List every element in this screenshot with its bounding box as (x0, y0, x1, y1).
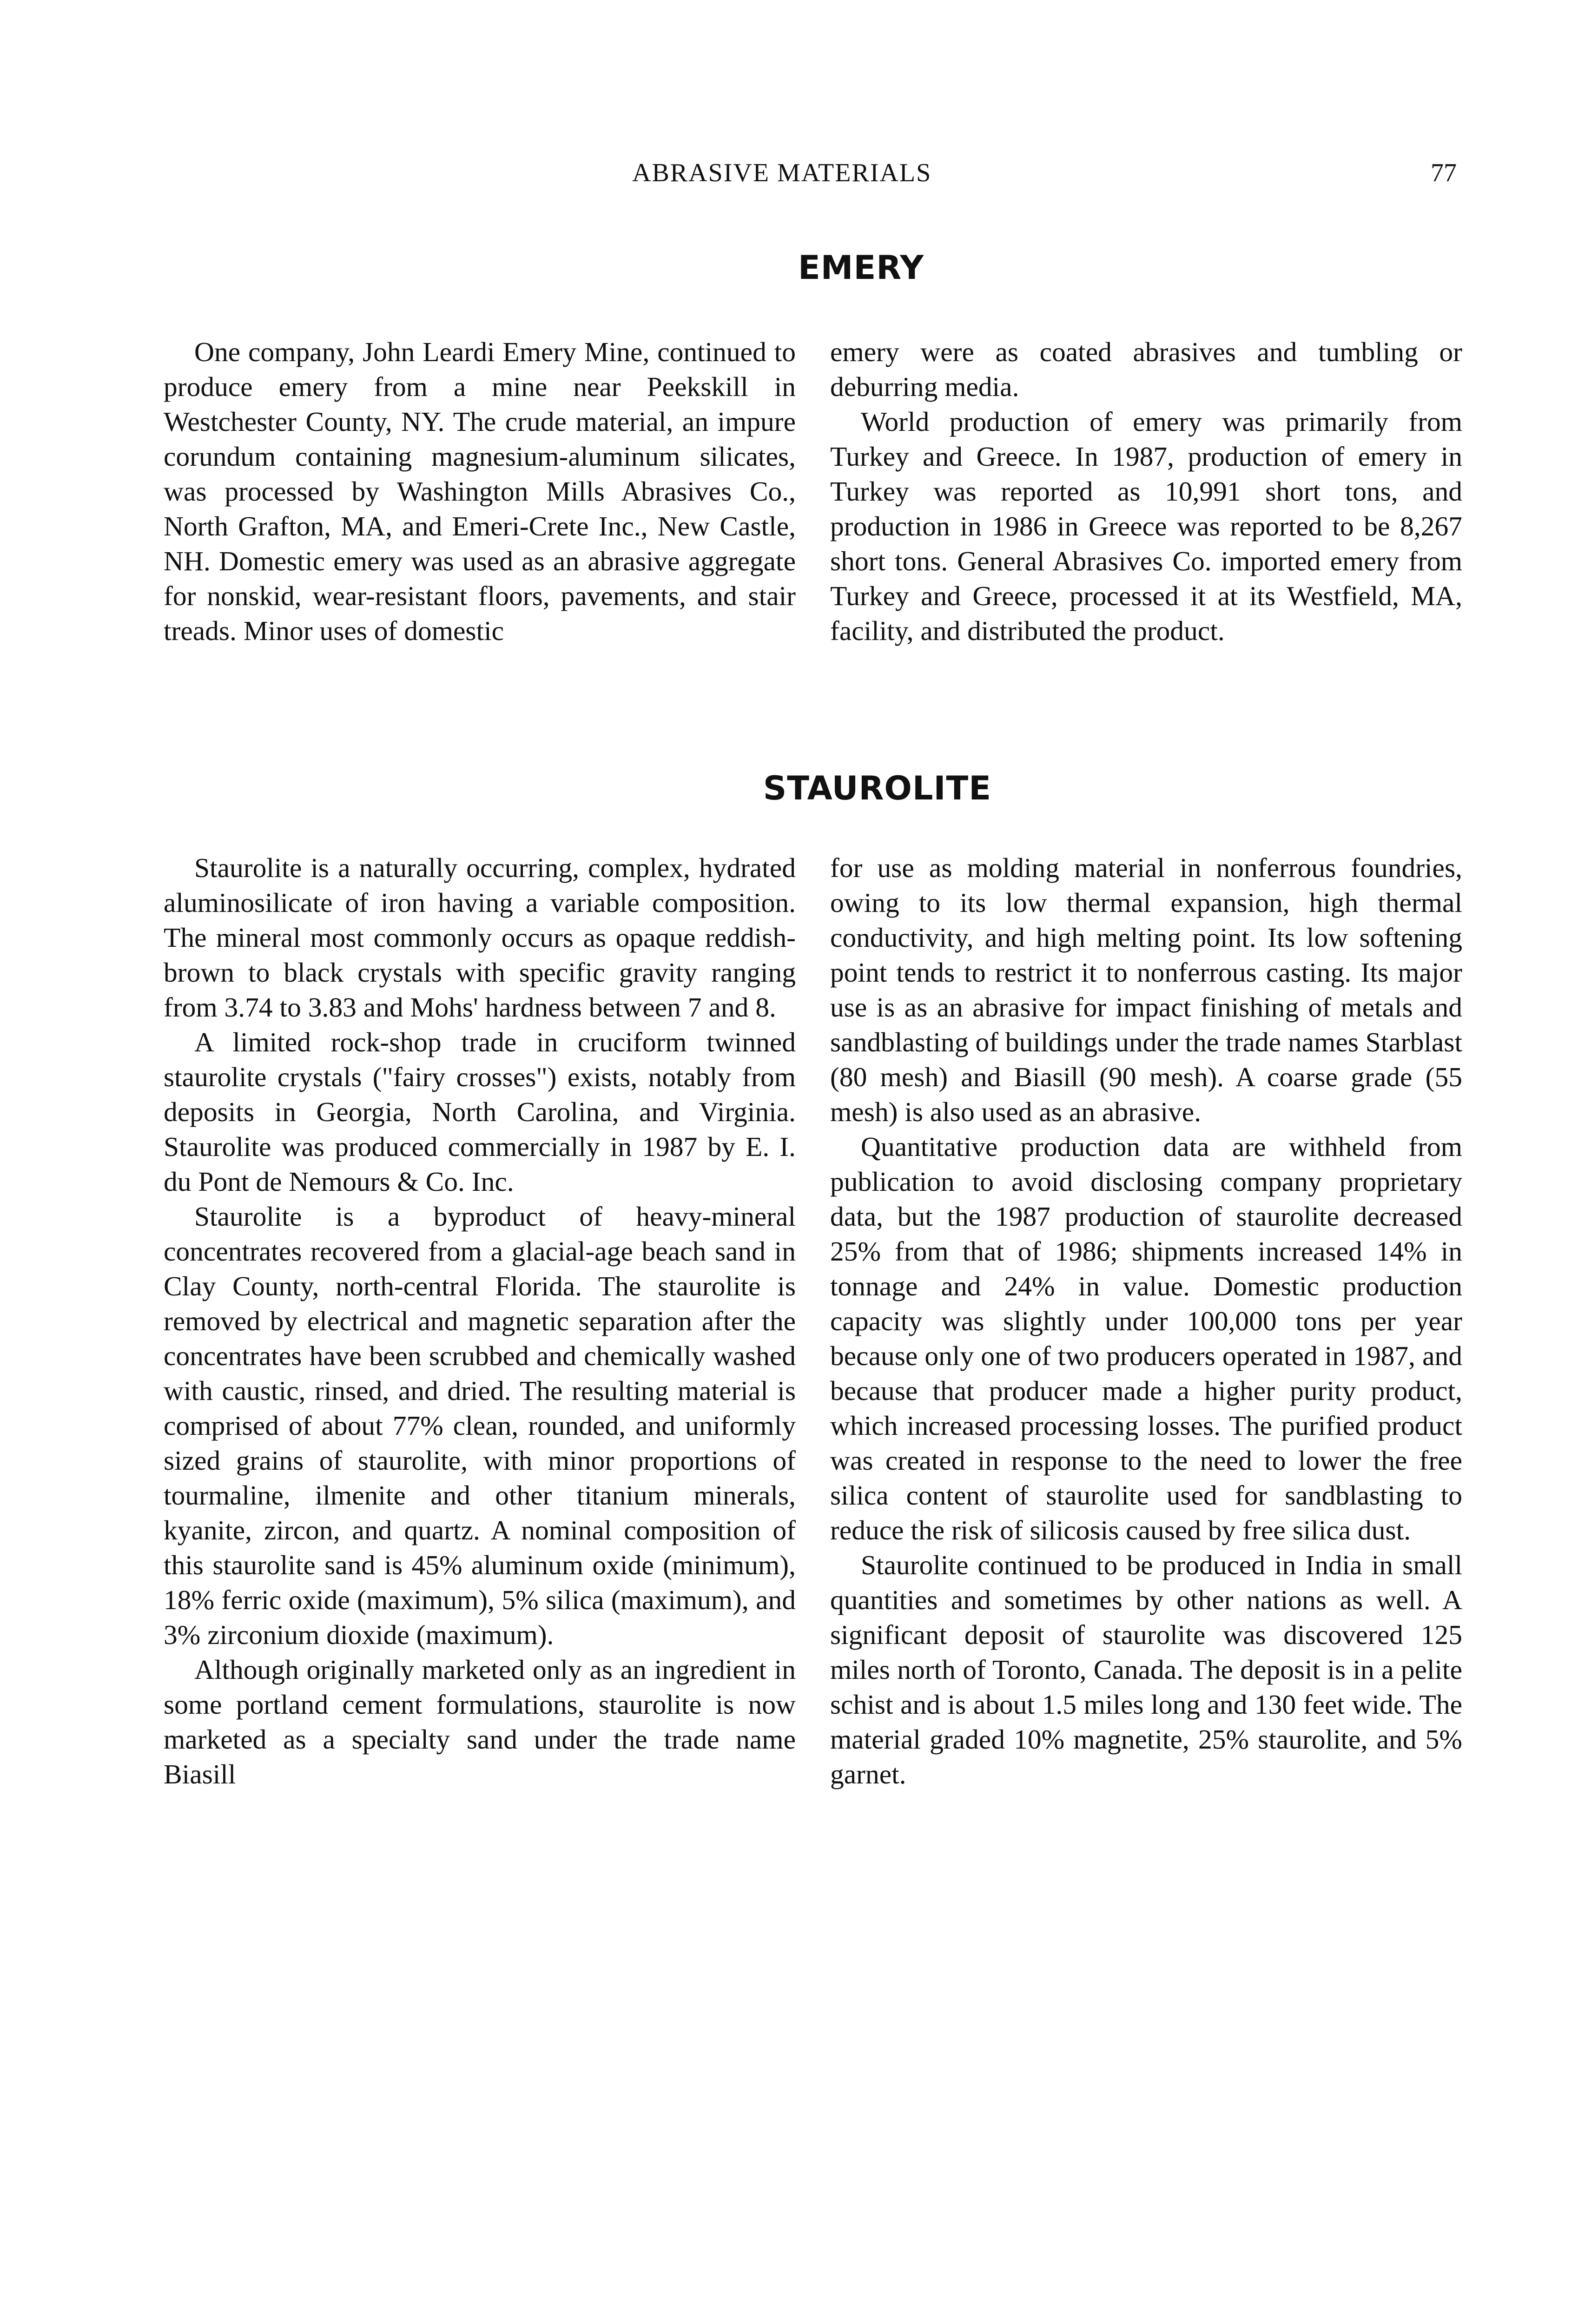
emery-left-column (164, 335, 796, 648)
staurolite-left-column (164, 851, 796, 1792)
emery-paragraph-2: World production of emery was primarily from Turkey and Greece. In 1987, production of emery in Turkey was reported as 10,991 short tons, and production in 1986 in Greece was reported to be 8,267 short tons. General Abrasives Co. imported emery from Turkey and Greece, processed it at its Westfield, MA, facility, and distributed the product. (830, 406, 1462, 646)
emery-right-column (830, 335, 1462, 648)
running-head (0, 158, 1578, 195)
staurolite-paragraph-4-continued: for use as molding material in nonferrous foundries, owing to its low thermal expansion, high thermal conductivity, and high melting point. Its low softening point tends to restrict it to nonferrous casting. Its major use is as an abrasive for impact finishing of metals and sandblasting of buildings under the trade names Starblast (80 mesh) and Biasill (90 mesh). A coarse grade (55 mesh) is also used as an abrasive. (830, 852, 1462, 1127)
staurolite-paragraph-6: Staurolite continued to be produced in India in small quantities and sometimes by other nations as well. A significant deposit of staurolite was discovered 125 miles north of Toronto, Canada. The deposit is in a pelite schist and is about 1.5 miles long and 130 feet wide. The material graded 10% magnetite, 25% staurolite, and 5% garnet. (830, 1550, 1462, 1789)
staurolite-heading: STAUROLITE (763, 769, 992, 807)
emery-paragraph-1: One company, John Leardi Emery Mine, continued to produce emery from a mine near Peekskill in Westchester County, NY. The crude material, an impure corundum containing magnesium-aluminum silicates, was processed by Washington Mills Abrasives Co., North Grafton, MA, and Emeri-Crete Inc., New Castle, NH. Domestic emery was used as an abrasive aggregate for nonskid, wear-resistant floors, pavements, and stair treads. Minor uses of domestic (164, 337, 796, 646)
staurolite-right-column (830, 851, 1462, 1792)
running-title: ABRASIVE MATERIALS (632, 158, 932, 187)
emery-heading: EMERY (798, 249, 924, 287)
emery-paragraph-1-continued: emery were as coated abrasives and tumbling or deburring media. (830, 337, 1462, 402)
staurolite-paragraph-3: Staurolite is a byproduct of heavy-mineral concentrates recovered from a glacial-age beach sand in Clay County, north-central Florida. The staurolite is removed by electrical and magnetic separation after the concentrates have been scrubbed and chemically washed with caustic, rinsed, and dried. The resulting material is comprised of about 77% clean, rounded, and uniformly sized grains of staurolite, with minor proportions of tourmaline, ilmenite and other titanium minerals, kyanite, zircon, and quartz. A nominal composition of this staurolite sand is 45% aluminum oxide (minimum), 18% ferric oxide (maximum), 5% silica (maximum), and 3% zirconium dioxide (maximum). (164, 1201, 796, 1650)
staurolite-paragraph-2: A limited rock-shop trade in cruciform twinned staurolite crystals ("fairy crosses") exists, notably from deposits in Georgia, North Carolina, and Virginia. Staurolite was produced commercially in 1987 by E. I. du Pont de Nemours & Co. Inc. (164, 1027, 796, 1197)
staurolite-paragraph-5: Quantitative production data are withheld from publication to avoid disclosing company proprietary data, but the 1987 production of staurolite decreased 25% from that of 1986; shipments increased 14% in tonnage and 24% in value. Domestic production capacity was slightly under 100,000 tons per year because only one of two producers operated in 1987, and because that producer made a higher purity product, which increased processing losses. The purified product was created in response to the need to lower the free silica content of staurolite used for sandblasting to reduce the risk of silicosis caused by free silica dust. (830, 1131, 1462, 1545)
staurolite-paragraph-1: Staurolite is a naturally occurring, complex, hydrated aluminosilicate of iron having a variable composition. The mineral most commonly occurs as opaque reddish-brown to black crystals with specific gravity ranging from 3.74 to 3.83 and Mohs' hardness between 7 and 8. (164, 852, 796, 1023)
staurolite-paragraph-4: Although originally marketed only as an ingredient in some portland cement formulations, staurolite is now marketed as a specialty sand under the trade name Biasill (164, 1654, 796, 1789)
page-number: 77 (1431, 158, 1457, 187)
